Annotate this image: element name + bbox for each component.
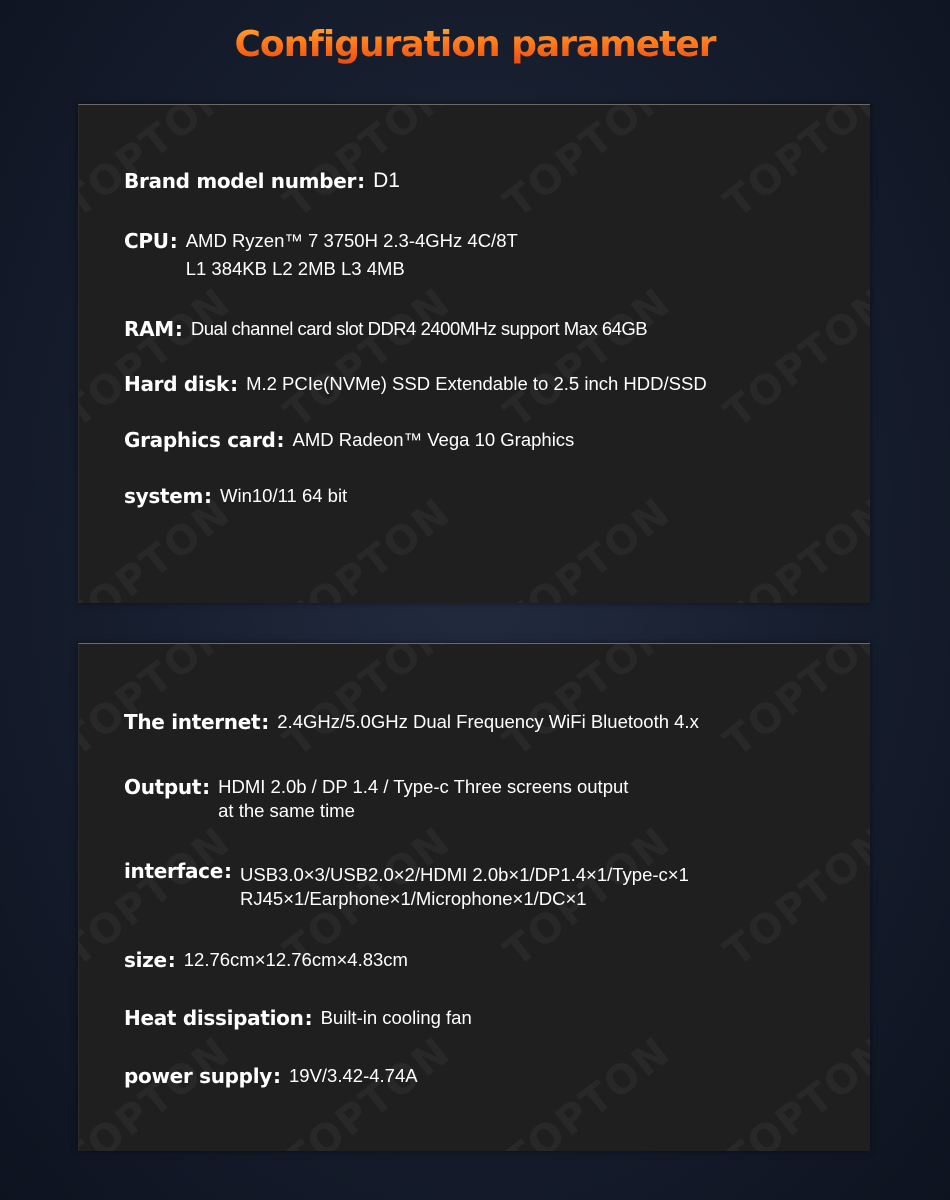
spec-value: HDMI 2.0b / DP 1.4 / Type-c Three screens output — [218, 776, 629, 797]
spec-output: Output : HDMI 2.0b / DP 1.4 / Type-c Three screens output at the same time — [124, 775, 629, 821]
watermark — [716, 643, 870, 766]
page-title: Configuration parameter — [0, 20, 950, 70]
spec-brand: Brand model number : D1 — [124, 169, 400, 193]
specs-panel-hardware — [78, 104, 870, 603]
watermark — [716, 818, 870, 976]
spec-cpu: CPU : AMD Ryzen™ 7 3750H 2.3-4GHz 4C/8T L1 384KB L2 2MB L3 4MB — [124, 229, 518, 279]
spec-size: size : 12.76cm×12.76cm×4.83cm — [124, 948, 408, 972]
spec-power-supply: power supply : 19V/3.42-4.74A — [124, 1064, 418, 1088]
spec-system: system : Win10/11 64 bit — [124, 484, 348, 508]
spec-graphics: Graphics card : AMD Radeon™ Vega 10 Graphics — [124, 428, 575, 452]
spec-value: D1 — [373, 169, 400, 192]
specs-panel-connectivity — [78, 643, 870, 1151]
watermark — [276, 279, 460, 437]
watermark — [78, 104, 240, 227]
spec-heat-dissipation: Heat dissipation : Built-in cooling fan — [124, 1006, 472, 1030]
spec-ram: RAM : Dual channel card slot DDR4 2400MHz support Max 64GB — [124, 317, 648, 341]
watermark — [78, 643, 240, 766]
watermark — [276, 1028, 460, 1151]
watermark — [276, 643, 460, 766]
watermark — [716, 104, 870, 227]
watermark — [496, 489, 680, 603]
spec-internet: The internet : 2.4GHz/5.0GHz Dual Frequency WiFi Bluetooth 4.x — [124, 710, 699, 734]
spec-value: Dual channel card slot DDR4 2400MHz support Max 64GB — [190, 318, 648, 339]
spec-label: interface — [124, 859, 223, 883]
spec-value: USB3.0×3/USB2.0×2/HDMI 2.0b×1/DP1.4×1/Type-c×1 — [240, 864, 689, 885]
spec-label: CPU — [124, 229, 169, 253]
watermark — [716, 489, 870, 603]
watermark — [716, 279, 870, 437]
spec-value: AMD Radeon™ Vega 10 Graphics — [292, 429, 575, 450]
spec-label: power supply — [124, 1064, 272, 1088]
watermark — [78, 279, 240, 437]
spec-value: M.2 PCIe(NVMe) SSD Extendable to 2.5 inch HDD/SSD — [246, 373, 707, 394]
spec-value: L1 384KB L2 2MB L3 4MB — [185, 258, 405, 279]
watermark — [496, 104, 680, 227]
spec-value: 19V/3.42-4.74A — [289, 1065, 418, 1086]
spec-label: Graphics card — [124, 428, 276, 452]
spec-label: The internet — [124, 710, 261, 734]
watermark — [496, 1028, 680, 1151]
spec-interface: interface : USB3.0×3/USB2.0×2/HDMI 2.0b×1/DP1.4×1/Type-c×1 RJ45×1/Earphone×1/Microphone×1/DC×1 — [124, 859, 689, 909]
spec-hard-disk: Hard disk : M.2 PCIe(NVMe) SSD Extendable to 2.5 inch HDD/SSD — [124, 372, 707, 396]
spec-label: Hard disk — [124, 372, 230, 396]
spec-label: system — [124, 484, 204, 508]
spec-value: RJ45×1/Earphone×1/Microphone×1/DC×1 — [240, 888, 587, 909]
watermark — [716, 1028, 870, 1151]
spec-value: Built-in cooling fan — [320, 1007, 472, 1028]
watermark — [78, 1028, 240, 1151]
spec-value: 2.4GHz/5.0GHz Dual Frequency WiFi Bluetooth 4.x — [277, 711, 699, 732]
spec-label: RAM — [124, 317, 174, 341]
watermark — [496, 279, 680, 437]
spec-value: 12.76cm×12.76cm×4.83cm — [183, 949, 408, 970]
spec-label: Brand model number — [124, 169, 357, 193]
spec-value: AMD Ryzen™ 7 3750H 2.3-4GHz 4C/8T — [185, 230, 518, 251]
spec-label: Output — [124, 775, 202, 799]
spec-value: at the same time — [218, 800, 355, 821]
spec-label: Heat dissipation — [124, 1006, 304, 1030]
spec-value: Win10/11 64 bit — [220, 485, 348, 506]
watermark — [496, 643, 680, 766]
watermark — [276, 104, 460, 227]
spec-label: size — [124, 948, 167, 972]
